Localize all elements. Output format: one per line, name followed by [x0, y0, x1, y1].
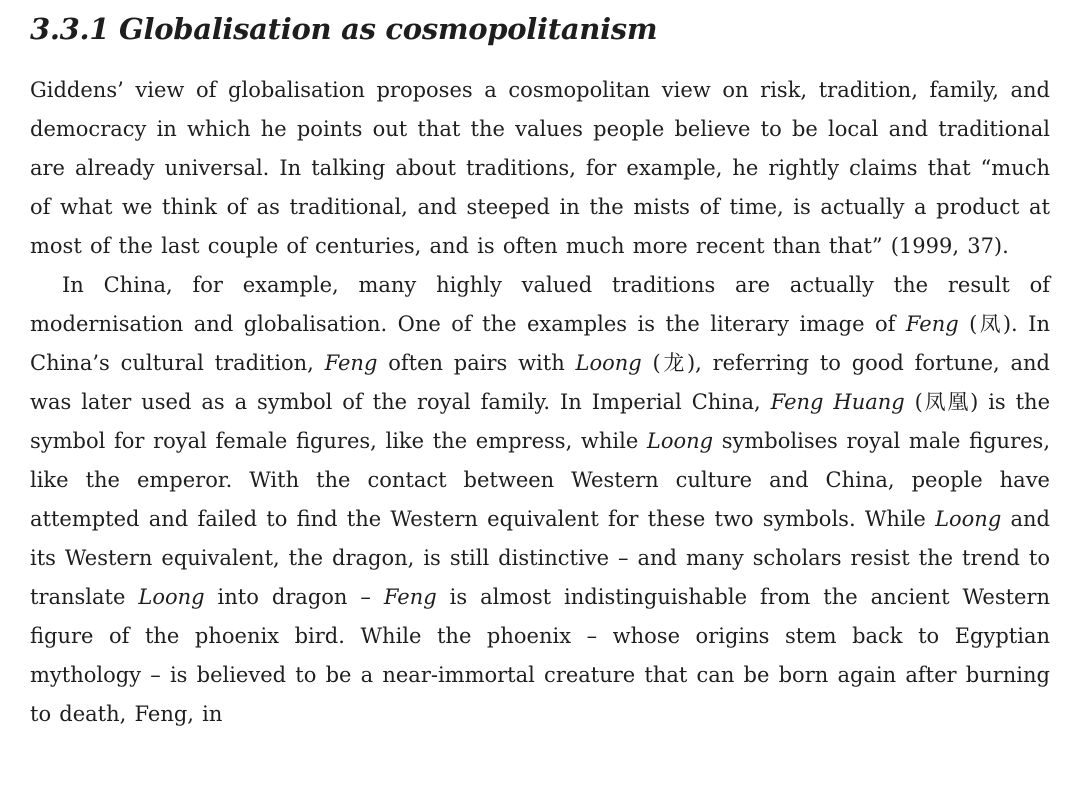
- italic-term: Feng: [324, 351, 378, 375]
- italic-term: Loong: [138, 585, 205, 609]
- section-heading: 3.3.1 Globalisation as cosmopolitanism: [30, 12, 658, 46]
- text-segment: often pairs with: [377, 351, 576, 375]
- italic-term: Loong: [646, 429, 714, 453]
- text-segment: In China, for example, many highly valued traditions are actually the result of modernisation and globalisation. One of the examples is the literary image of: [30, 273, 1050, 336]
- italic-term: Feng: [383, 585, 437, 609]
- text-segment: (龙), referring to good fortune, and was later used as a symbol of the royal family. In Imperial China,: [30, 351, 1050, 414]
- body-text: [30, 71, 1050, 734]
- italic-term: Feng: [905, 312, 959, 336]
- text-segment: and its Western equivalent, the dragon, is still distinctive – and many scholars resist the trend to translate: [30, 507, 1050, 609]
- text-segment: is almost indistinguishable from the ancient Western figure of the phoenix bird. While the phoenix – whose origins stem back to Egyptian mythology – is believed to be a near-immortal creature that can be born again after burning to death, Feng, in: [30, 585, 1051, 726]
- paragraph: [30, 71, 1050, 266]
- text-segment: (凤凰) is the symbol for royal female figures, like the empress, while: [30, 390, 1051, 453]
- italic-term: Loong: [935, 507, 1002, 531]
- text-segment: symbolises royal male figures, like the emperor. With the contact between Western culture and China, people have attempted and failed to find the Western equivalent for these two symbols. While: [30, 429, 1051, 531]
- text-segment: Giddens’ view of globalisation proposes a cosmopolitan view on risk, tradition, family, and democracy in which he points out that the values people believe to be local and traditional are already universal. In talking about traditions, for example, he rightly claims that “much of what we think of as traditional, and steeped in the mists of time, is actually a product at most of the last couple of centuries, and is often much more recent than that” (1999, 37).: [30, 78, 1050, 258]
- italic-term: Feng Huang: [770, 390, 905, 414]
- text-segment: (凤). In China’s cultural tradition,: [30, 312, 1051, 375]
- italic-term: Loong: [575, 351, 642, 375]
- paragraph: [30, 266, 1050, 734]
- text-segment: into dragon –: [204, 585, 384, 609]
